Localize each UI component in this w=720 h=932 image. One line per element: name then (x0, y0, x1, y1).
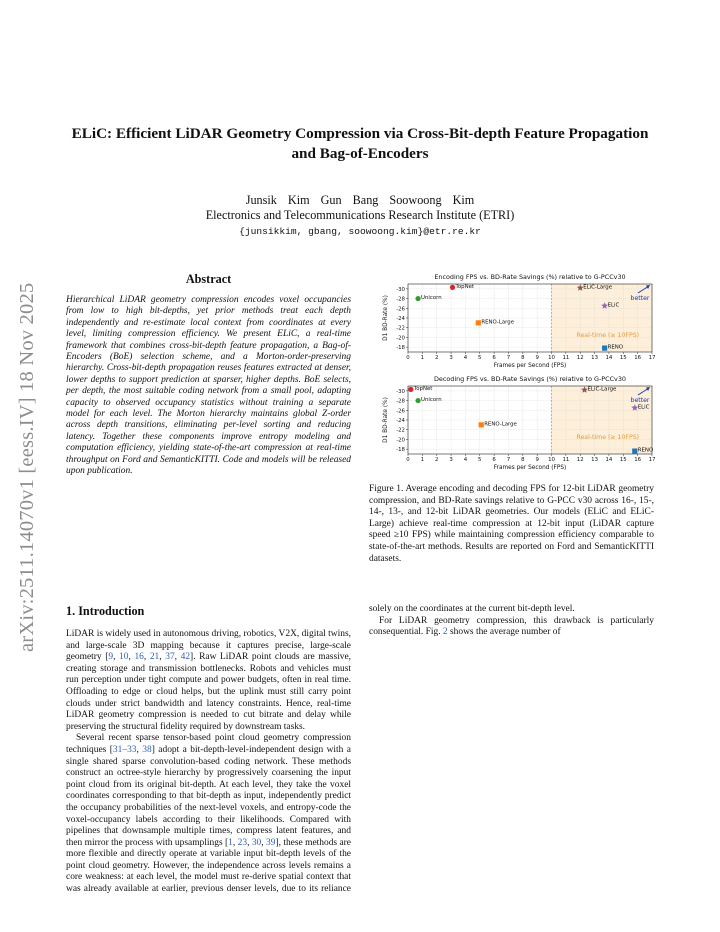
x-axis-label: Frames per Second (FPS) (493, 465, 567, 471)
x-tick-label: 0 (406, 457, 410, 463)
citation-link[interactable]: 37 (165, 652, 175, 663)
paragraph: Several recent sparse tensor-based point cloud geometry compression techniques [31–33, 38] adopt a bit-depth-level-independent design with a single shared sparse convolution-based coding network. These methods construct an octree-style hierarchy by progressively coarsening the input point cloud from its original bit-depth. At each level, they take the voxel coordinates corresponding to that bit-depth as input, independently predict the occupancy probabilities of the next-level voxels, and entropy-code the voxel-occupancy labels according to their likelihoods. Compared with pipelines that downsample multiple times, compress latent features, and then mirror the process with upsamplings [1, 23, 30, 39], these methods are more flexible and directly operate at variable input bit-depth levels of the point cloud geometry. However, the independence across levels remains a core weakness: at each level, the model must re-derive spatial context that was already available at earlier, previous denser levels, due to its reliance (66, 733, 351, 895)
y-tick-label: -30 (396, 388, 405, 395)
x-tick-label: 8 (521, 355, 525, 361)
abstract-text: Hierarchical LiDAR geometry compression encodes voxel occupancies from low to high bit-depths, yet prior methods treat each depth independently and re-estimate local context from coordinates at every level, limiting compression efficiency. We present ELiC, a real-time framework that combines cross-bit-depth feature propagation, a Bag-of-Encoders (BoE) selection scheme, and a Morton-order-preserving hierarchy. Cross-bit-depth propagation reuses features extracted at denser, lower depths to support prediction at sparser, higher depths. BoE selects, per depth, the most suitable coding network from a small pool, adapting capacity to observed occupancy statistics without training a separate model for each level. The Morton hierarchy maintains global Z-order across depth transitions, eliminating per-level sorting and reducing latency. Together these components improve entropy modeling and computation efficiency, yielding state-of-the-art compression at real-time throughput on Ford and SemanticKITTI. Code and models will be released upon publication. (66, 295, 351, 477)
citation-link[interactable]: 38 (142, 744, 152, 755)
x-tick-label: 6 (492, 355, 496, 361)
x-tick-label: 12 (576, 457, 584, 463)
citation-link[interactable]: 23 (237, 837, 248, 848)
better-label: better (630, 295, 650, 302)
x-tick-label: 4 (463, 355, 468, 361)
point-label: TopNet (413, 385, 433, 392)
x-tick-label: 8 (521, 457, 525, 463)
y-tick-label: -22 (396, 325, 405, 332)
x-tick-label: 13 (591, 457, 599, 463)
y-tick-label: -28 (396, 398, 405, 405)
data-point (476, 320, 481, 325)
x-tick-label: 7 (506, 457, 511, 463)
x-tick-label: 16 (634, 355, 642, 361)
point-label: ELiC-Large (587, 386, 617, 393)
chart-title: Encoding FPS vs. BD-Rate Savings (%) relative to G-PCCv30 (434, 273, 626, 281)
x-tick-label: 15 (619, 457, 627, 463)
data-point (479, 422, 484, 427)
data-point (408, 387, 413, 392)
y-tick-label: -24 (396, 418, 405, 424)
left-column-body (66, 629, 351, 896)
paper-title: ELiC: Efficient LiDAR Geometry Compression via Cross-Bit-depth Feature Propagation and Bag-of-Encoders (71, 125, 649, 162)
x-axis-label: Frames per Second (FPS) (493, 363, 567, 369)
point-label: ELiC-Large (583, 284, 613, 291)
citation-link[interactable]: 10 (119, 652, 129, 663)
continued-paragraph (369, 604, 654, 616)
x-tick-label: 7 (506, 355, 511, 361)
paragraph: LiDAR is widely used in autonomous driving, robotics, V2X, digital twins, and large-scale 3D mapping because it captures precise, large-scale geometry [9, 10, 16, 21, 37, 42]. Raw LiDAR point clouds are massive, creating storage and transmission bottlenecks. Robots and vehicles must run perception under tight compute and power budgets, often in real time. Offloading to edge or cloud helps, but the uplink must still carry point clouds under strict bandwidth and latency constraints. Hence, real-time LiDAR geometry compression is needed to cut bitrate and delay while preserving the structural fidelity required by downstream tasks. (66, 629, 351, 732)
x-tick-label: 15 (619, 355, 627, 361)
x-tick-label: 14 (605, 457, 613, 463)
x-tick-label: 11 (562, 457, 570, 463)
x-tick-label: 12 (576, 355, 584, 361)
x-tick-label: 3 (449, 355, 453, 361)
figure-link[interactable]: 2 (442, 627, 448, 638)
data-point (415, 398, 420, 403)
x-tick-label: 13 (591, 355, 599, 361)
x-tick-label: 2 (434, 355, 439, 361)
y-tick-label: -20 (396, 437, 405, 444)
x-tick-label: 3 (449, 457, 453, 463)
citation-link[interactable]: 30 (251, 837, 262, 848)
point-label: Unicorn (421, 397, 442, 404)
y-axis-label: D1 BD-Rate (%) (383, 295, 389, 341)
right-column-body (369, 604, 654, 639)
affiliation: Electronics and Telecommunications Research Institute (ETRI) (205, 208, 515, 222)
data-point (632, 448, 637, 453)
x-tick-label: 9 (535, 457, 539, 463)
y-tick-label: -24 (396, 316, 405, 322)
realtime-label: Real-time (≥ 10FPS) (576, 331, 640, 339)
point-label: Unicorn (421, 295, 442, 302)
decoding-fps-chart (383, 375, 655, 471)
chart-title: Decoding FPS vs. BD-Rate Savings (%) relative to G-PCCv30 (434, 375, 626, 383)
paragraph: For LiDAR geometry compression, this drawback is particularly consequential. Fig. 2 shows the average number of (369, 615, 654, 638)
x-tick-label: 16 (634, 457, 642, 463)
x-tick-label: 17 (648, 355, 656, 361)
figure-caption: Figure 1. Average encoding and decoding FPS for 12-bit LiDAR geometry compression, and BD-Rate savings relative to G-PCC v30 across 16-, 15-, 14-, 13-, and 12-bit LiDAR geometries. Our models (ELiC and ELiC-Large) achieve real-time compression at 12-bit input (LiDAR capture speed ≥10 FPS) while maintaining compression efficiency comparable to state-of-the-art methods. Results are reported on Ford and SemanticKITTI datasets. (369, 484, 654, 564)
data-point (602, 346, 607, 351)
y-axis-label: D1 BD-Rate (%) (383, 397, 389, 443)
citation-link[interactable]: 42 (180, 652, 191, 663)
authors: Junsik Kim Gun Bang Soowoong Kim (245, 193, 475, 207)
x-tick-label: 10 (548, 457, 555, 463)
point-label: RENO (607, 344, 624, 351)
figure-1 (370, 272, 660, 476)
x-tick-label: 14 (605, 355, 613, 361)
abstract-heading: Abstract (185, 272, 232, 286)
encoding-fps-chart (383, 273, 655, 369)
citation-link[interactable]: 39 (266, 837, 276, 848)
citation-link[interactable]: 21 (149, 652, 160, 663)
x-tick-label: 1 (420, 457, 425, 463)
realtime-label: Real-time (≥ 10FPS) (576, 433, 640, 441)
email: {junsikkim, gbang, soowoong.kim}@etr.re.kr (239, 226, 481, 237)
citation-link[interactable]: 16 (134, 652, 144, 663)
data-point (450, 285, 455, 290)
y-tick-label: -26 (396, 408, 405, 415)
citation-link[interactable]: 1 (228, 837, 233, 848)
x-tick-label: 11 (562, 355, 570, 361)
y-tick-label: -18 (396, 447, 405, 454)
y-tick-label: -26 (396, 306, 405, 313)
section-heading: 1. Introduction (66, 604, 145, 618)
citation-link[interactable]: 31–33 (112, 744, 137, 755)
x-tick-label: 4 (463, 457, 468, 463)
x-tick-label: 0 (406, 355, 410, 361)
point-label: RENO-Large (481, 319, 515, 326)
point-label: ELiC (607, 302, 620, 309)
better-label: better (630, 397, 650, 404)
citation-link[interactable]: 9 (108, 652, 114, 663)
x-tick-label: 5 (478, 355, 482, 361)
x-tick-label: 6 (492, 457, 496, 463)
y-tick-label: -18 (396, 345, 405, 352)
point-label: TopNet (455, 283, 475, 290)
y-tick-label: -20 (396, 335, 405, 342)
x-tick-label: 2 (434, 457, 439, 463)
x-tick-label: 1 (420, 355, 425, 361)
y-tick-label: -28 (396, 296, 405, 303)
arxiv-stamp: arXiv:2511.14070v1 [eess.IV] 18 Nov 2025 (16, 282, 38, 652)
point-label: RENO (637, 447, 654, 454)
paragraph: solely on the coordinates at the current bit-depth level. (369, 604, 575, 614)
x-tick-label: 9 (535, 355, 539, 361)
x-tick-label: 10 (548, 355, 555, 361)
point-label: ELiC (637, 404, 650, 411)
data-point (415, 296, 420, 301)
y-tick-label: -22 (396, 427, 405, 434)
y-tick-label: -30 (396, 286, 405, 293)
x-tick-label: 17 (648, 457, 656, 463)
point-label: RENO-Large (484, 421, 517, 428)
x-tick-label: 5 (478, 457, 482, 463)
